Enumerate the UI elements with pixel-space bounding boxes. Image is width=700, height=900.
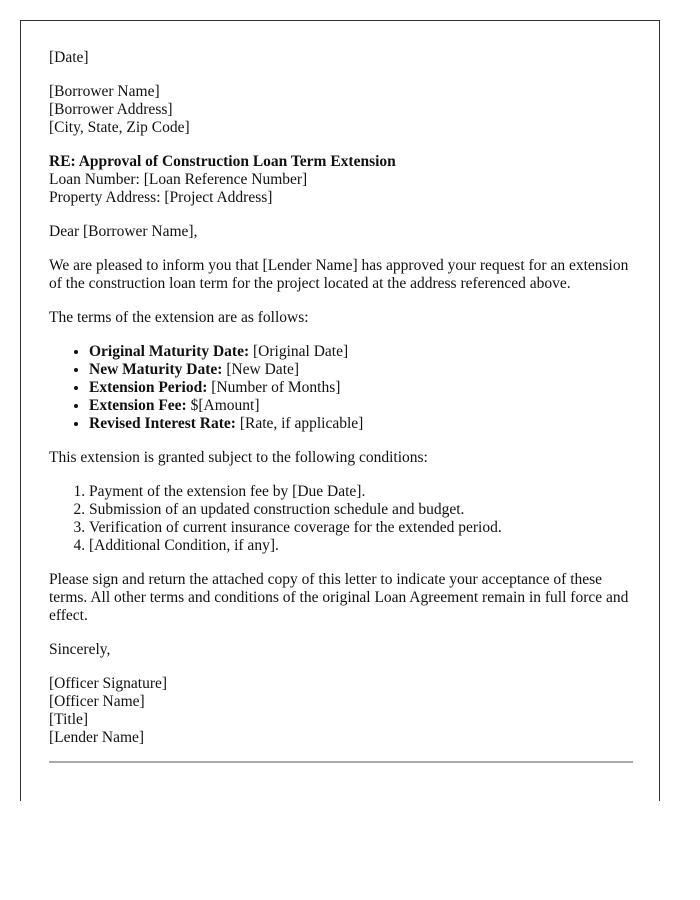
terms-intro: The terms of the extension are as follows: bbox=[49, 309, 309, 326]
term-label: Revised Interest Rate: bbox=[89, 415, 236, 432]
term-label: Extension Period: bbox=[89, 379, 208, 396]
condition-item: 4. [Additional Condition, if any]. bbox=[89, 537, 633, 555]
officer-signature: [Officer Signature] bbox=[49, 675, 168, 692]
term-label: New Maturity Date: bbox=[89, 361, 223, 378]
closing: Sincerely, bbox=[49, 641, 111, 658]
term-value: [Original Date] bbox=[249, 343, 349, 360]
term-value: [New Date] bbox=[222, 361, 300, 378]
term-item bbox=[89, 397, 633, 415]
condition-item: 3. Verification of current insurance coverage for the extended period. bbox=[89, 519, 633, 537]
intro-paragraph: We are pleased to inform you that [Lender Name] has approved your request for an extension of the construction loan term for the project located at the address referenced above. bbox=[49, 257, 629, 292]
property-address: Property Address: [Project Address] bbox=[49, 189, 273, 206]
letter-content bbox=[49, 49, 633, 763]
recipient-city-state-zip: [City, State, Zip Code] bbox=[49, 119, 190, 136]
divider bbox=[49, 761, 633, 763]
officer-name: [Officer Name] bbox=[49, 693, 145, 710]
terms-list bbox=[49, 343, 633, 433]
term-value: [Rate, if applicable] bbox=[235, 415, 364, 432]
term-value: [Number of Months] bbox=[207, 379, 341, 396]
term-value: $[Amount] bbox=[186, 397, 260, 414]
term-item bbox=[89, 361, 633, 379]
signature-block bbox=[49, 675, 633, 747]
recipient-block bbox=[49, 83, 633, 137]
loan-number: Loan Number: [Loan Reference Number] bbox=[49, 171, 308, 188]
closing-paragraph: Please sign and return the attached copy of this letter to indicate your acceptance of these terms. All other terms and conditions of the original Loan Agreement remain in full force and effect. bbox=[49, 571, 629, 624]
condition-item: 1. Payment of the extension fee by [Due Date]. bbox=[89, 483, 633, 501]
term-item bbox=[89, 379, 633, 397]
letter-page bbox=[20, 20, 660, 801]
salutation: Dear [Borrower Name], bbox=[49, 223, 198, 240]
term-label: Extension Fee: bbox=[89, 397, 187, 414]
conditions-intro: This extension is granted subject to the following conditions: bbox=[49, 449, 428, 466]
re-line: RE: Approval of Construction Loan Term Extension bbox=[49, 153, 396, 170]
conditions-list bbox=[49, 483, 633, 555]
date-line: [Date] bbox=[49, 49, 89, 66]
term-label: Original Maturity Date: bbox=[89, 343, 250, 360]
term-item bbox=[89, 343, 633, 361]
term-item bbox=[89, 415, 633, 433]
condition-item: 2. Submission of an updated construction schedule and budget. bbox=[89, 501, 633, 519]
subject-block bbox=[49, 153, 633, 207]
recipient-name: [Borrower Name] bbox=[49, 83, 160, 100]
officer-title: [Title] bbox=[49, 711, 89, 728]
recipient-address: [Borrower Address] bbox=[49, 101, 173, 118]
lender-name: [Lender Name] bbox=[49, 729, 145, 746]
